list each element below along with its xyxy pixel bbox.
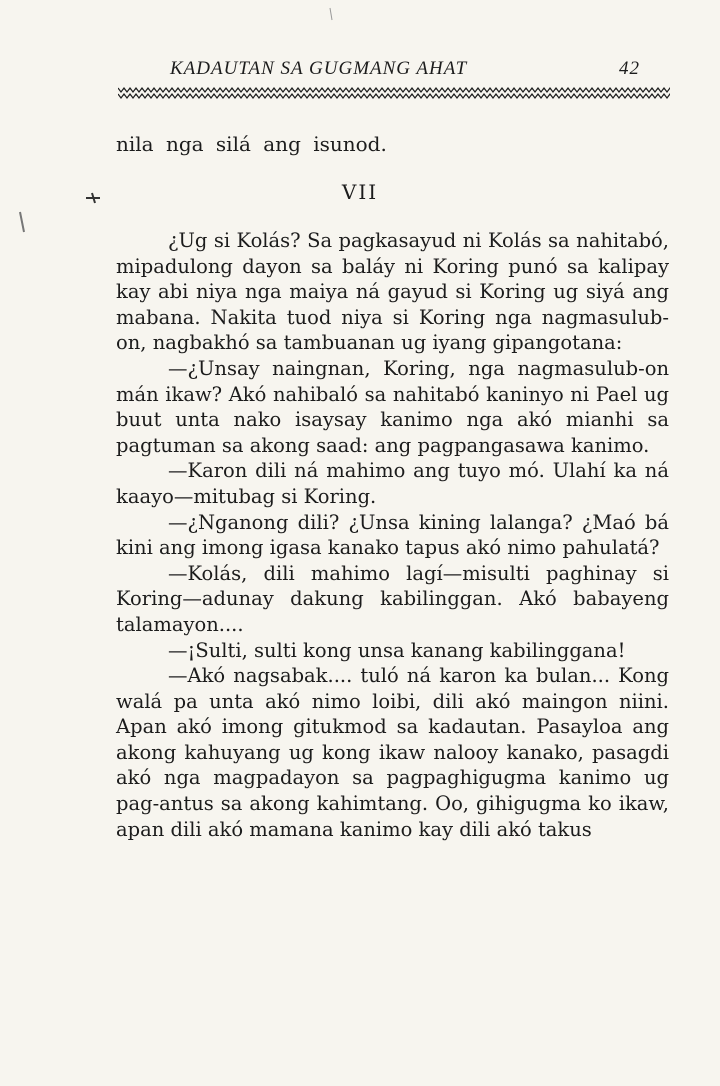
paragraph: —Akó nagsabak.... tuló ná karon ka bulan... Kong walá pa unta akó nimo loibi, dili akó maingon niini. Apan akó imong gitukmod sa kadautan. Pasayloa ang akong kahuyang ug kong ikaw nalooy kanako, pasagdi akó nga magpadayon sa pagpaghigugma kanimo ug pag-antus sa akong kahimtang. Oo, gihigugma ko ikaw, apan dili akó mamana kanimo kay dili akó takus (116, 664, 669, 841)
running-title: KADAUTAN SA GUGMANG AHAT (170, 58, 468, 79)
page-number: 42 (619, 58, 640, 79)
paragraph: —Karon dili ná mahimo ang tuyo mó. Ulahí ka ná kaayo—mitubag si Koring. (116, 459, 669, 508)
paragraph: ¿Ug si Kolás? Sa pagkasayud ni Kolás sa nahitabó, mipadulong dayon sa baláy ni Koring punó sa kalipay kay abi niya nga maiya ná gayud si Koring ug siyá ang mabana. Nakita tuod niya si Koring nga nagmasulub-on, nagbakhó sa tambuanan ug iyang gipangotana: (116, 229, 669, 355)
paragraph: —¿Nganong dili? ¿Unsa kining lalanga? ¿Maó bá kini ang imong igasa kanako tapus akó nimo pahulatá? (116, 510, 669, 560)
chapter-heading: VII (341, 180, 379, 204)
paragraph: —¡Sulti, sulti kong unsa kanang kabilinggana! (168, 638, 626, 662)
continuation-line: nila nga silá ang isunod. (116, 132, 387, 156)
paragraph: —Kolás, dili mahimo lagí—misulti paghinay si Koring—adunay dakung kabilinggan. Akó babayeng talamayon.... (116, 561, 669, 636)
paragraph: —¿Unsay naingnan, Koring, nga nagmasulub-on mán ikaw? Akó nahibaló sa nahitabó kaninyo ni Pael ug buut unta nako isaysay kanimo nga akó mianhi sa pagtuman sa akong saad: ang pagpangasawa kanimo. (116, 356, 669, 457)
